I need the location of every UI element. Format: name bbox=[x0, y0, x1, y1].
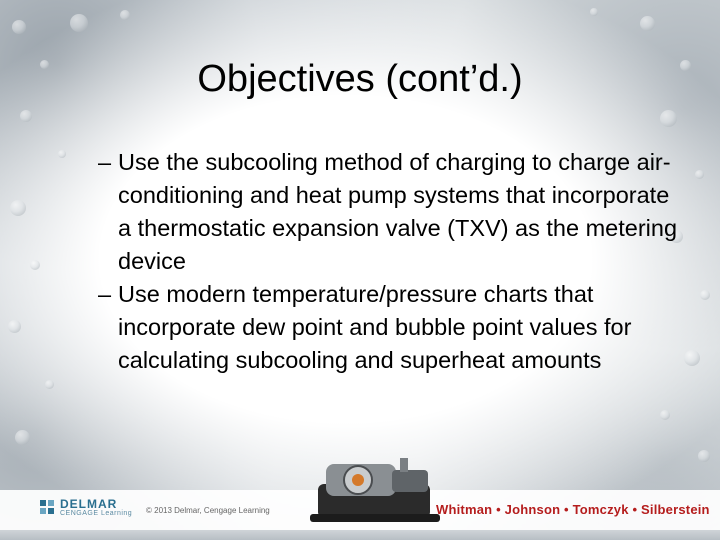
authors-text: Whitman • Johnson • Tomczyk • Silberstein bbox=[436, 502, 710, 517]
bottom-strip bbox=[0, 530, 720, 540]
compressor-illustration bbox=[300, 450, 450, 528]
bullet-text: Use modern temperature/pressure charts that incorporate dew point and bubble point values for calculating subcooling and superheat amounts bbox=[118, 281, 632, 373]
delmar-logo bbox=[38, 494, 138, 524]
bullet-dash: – bbox=[98, 281, 112, 307]
bullet-item bbox=[98, 146, 678, 278]
bullet-text: Use the subcooling method of charging to charge air-conditioning and heat pump systems that incorporate a thermostatic expansion valve (TXV) as the metering device bbox=[118, 149, 678, 274]
bullet-list bbox=[98, 146, 678, 377]
logo-subtitle-text: CENGAGE Learning bbox=[60, 510, 133, 517]
bullet-dash: – bbox=[98, 149, 112, 175]
delmar-logo-icon bbox=[38, 498, 58, 518]
bullet-item bbox=[98, 278, 678, 377]
copyright-text: © 2013 Delmar, Cengage Learning bbox=[146, 506, 270, 515]
logo-brand-text: DELMAR bbox=[60, 497, 118, 511]
slide-title: Objectives (cont’d.) bbox=[197, 58, 523, 100]
